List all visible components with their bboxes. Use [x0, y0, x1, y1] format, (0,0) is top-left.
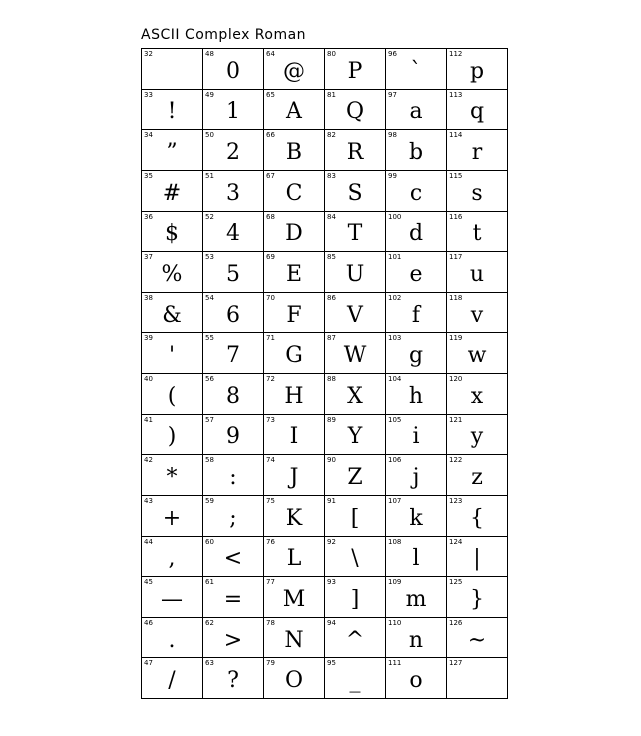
table-cell	[325, 374, 386, 415]
table-cell	[142, 130, 203, 171]
char-code-label: 75	[266, 496, 275, 505]
table-cell	[203, 333, 264, 374]
char-code-label: 104	[388, 375, 402, 383]
char-glyph: ”	[166, 140, 178, 166]
table-cell	[203, 374, 264, 415]
table-cell	[386, 130, 447, 171]
table-cell	[386, 537, 447, 578]
char-code-label: 71	[266, 334, 275, 343]
char-glyph: ,	[168, 546, 176, 572]
char-glyph: J	[289, 465, 299, 491]
char-glyph: (	[167, 383, 177, 409]
table-cell	[325, 496, 386, 537]
table-cell	[203, 496, 264, 537]
char-glyph: I	[289, 424, 299, 450]
table-cell	[142, 455, 203, 496]
table-cell	[203, 455, 264, 496]
char-code-label: 58	[205, 456, 214, 465]
table-cell	[264, 496, 325, 537]
table-cell	[142, 496, 203, 537]
char-code-label: 48	[205, 50, 214, 58]
table-cell	[264, 415, 325, 456]
char-code-label: 61	[205, 578, 214, 587]
char-glyph	[142, 55, 202, 89]
table-cell	[386, 618, 447, 659]
char-glyph: `	[410, 58, 422, 84]
char-code-label: 74	[266, 456, 275, 465]
char-glyph: N	[284, 627, 304, 653]
table-cell	[142, 252, 203, 293]
char-code-label: 115	[449, 171, 463, 180]
char-code-label: 67	[266, 171, 275, 180]
char-glyph: *	[166, 465, 178, 491]
char-glyph: w	[467, 343, 487, 369]
char-glyph: $	[165, 221, 179, 247]
char-code-label: 98	[388, 131, 397, 140]
table-cell	[447, 577, 508, 618]
char-code-label: 57	[205, 415, 214, 424]
table-cell	[142, 293, 203, 334]
table-cell	[203, 658, 264, 699]
char-glyph: —	[161, 586, 183, 612]
char-glyph: p	[469, 58, 485, 84]
table-cell	[142, 618, 203, 659]
char-code-label: 107	[388, 496, 402, 505]
char-glyph: @	[283, 58, 305, 84]
table-cell	[203, 577, 264, 618]
char-code-label: 95	[327, 659, 336, 668]
char-glyph: \	[351, 546, 359, 572]
table-cell	[264, 293, 325, 334]
char-code-label: 121	[449, 415, 463, 424]
table-cell	[325, 577, 386, 618]
table-cell	[142, 212, 203, 253]
char-code-label: 126	[449, 618, 463, 627]
char-glyph: 8	[226, 383, 240, 409]
table-cell	[447, 618, 508, 659]
char-glyph: #	[162, 180, 182, 206]
table-cell	[264, 618, 325, 659]
char-code-label: 55	[205, 334, 214, 343]
char-glyph: 5	[226, 261, 240, 287]
char-code-label: 34	[144, 131, 153, 140]
table-cell	[325, 130, 386, 171]
char-code-label: 52	[205, 212, 214, 221]
char-glyph: K	[285, 505, 303, 531]
char-glyph: U	[345, 261, 365, 287]
char-glyph: x	[470, 383, 484, 409]
table-cell	[203, 252, 264, 293]
table-cell	[325, 415, 386, 456]
char-glyph: _	[349, 668, 361, 694]
char-code-label: 123	[449, 496, 463, 505]
char-code-label: 116	[449, 212, 463, 221]
char-code-label: 45	[144, 578, 153, 587]
char-glyph: v	[470, 302, 484, 328]
char-code-label: 100	[388, 212, 402, 221]
char-code-label: 117	[449, 253, 463, 262]
table-cell	[142, 171, 203, 212]
char-code-label: 80	[327, 50, 336, 58]
char-glyph: t	[472, 221, 482, 247]
char-code-label: 68	[266, 212, 275, 221]
char-code-label: 62	[205, 618, 214, 627]
char-code-label: 114	[449, 131, 463, 140]
table-cell	[142, 658, 203, 699]
char-code-label: 78	[266, 618, 275, 627]
table-cell	[142, 415, 203, 456]
char-code-label: 79	[266, 659, 275, 668]
char-code-label: 54	[205, 293, 214, 302]
page-title: ASCII Complex Roman	[141, 27, 307, 43]
char-glyph: Z	[347, 465, 363, 491]
char-glyph: .	[168, 627, 176, 653]
table-cell	[386, 577, 447, 618]
character-table	[141, 48, 508, 699]
char-code-label: 91	[327, 496, 336, 505]
table-cell	[264, 90, 325, 131]
table-cell	[142, 577, 203, 618]
char-code-label: 60	[205, 537, 214, 546]
table-cell	[264, 171, 325, 212]
char-code-label: 33	[144, 90, 153, 99]
table-cell	[325, 537, 386, 578]
table-cell	[386, 333, 447, 374]
char-code-label: 127	[449, 659, 463, 668]
char-glyph: G	[285, 343, 303, 369]
char-code-label: 42	[144, 456, 153, 465]
char-glyph: l	[412, 546, 420, 572]
char-glyph: +	[162, 505, 182, 531]
table-cell	[203, 171, 264, 212]
table-cell	[203, 537, 264, 578]
char-glyph: !	[167, 99, 177, 125]
char-glyph: P	[347, 58, 363, 84]
char-code-label: 81	[327, 90, 336, 99]
char-code-label: 39	[144, 334, 153, 343]
char-code-label: 70	[266, 293, 275, 302]
char-glyph: [	[350, 505, 360, 531]
table-cell	[447, 333, 508, 374]
table-cell	[203, 130, 264, 171]
char-code-label: 103	[388, 334, 402, 343]
char-glyph: g	[408, 343, 424, 369]
table-cell	[203, 49, 264, 90]
char-code-label: 65	[266, 90, 275, 99]
char-glyph: |	[473, 546, 481, 572]
char-code-label: 90	[327, 456, 336, 465]
table-cell	[386, 252, 447, 293]
char-glyph: O	[284, 668, 304, 694]
table-cell	[447, 496, 508, 537]
table-cell	[325, 293, 386, 334]
table-cell	[142, 90, 203, 131]
char-code-label: 43	[144, 496, 153, 505]
char-code-label: 73	[266, 415, 275, 424]
table-cell	[386, 658, 447, 699]
char-code-label: 106	[388, 456, 402, 465]
table-cell	[142, 374, 203, 415]
char-code-label: 46	[144, 618, 153, 627]
char-code-label: 110	[388, 618, 402, 627]
char-glyph: F	[286, 302, 302, 328]
table-cell	[325, 49, 386, 90]
char-glyph: f	[411, 302, 421, 328]
char-glyph: D	[285, 221, 303, 247]
char-glyph: ?	[227, 668, 239, 694]
char-glyph: A	[286, 99, 302, 125]
char-code-label: 85	[327, 253, 336, 262]
table-cell	[325, 618, 386, 659]
char-glyph: L	[286, 546, 302, 572]
char-glyph: 4	[226, 221, 240, 247]
char-code-label: 92	[327, 537, 336, 546]
table-cell	[203, 293, 264, 334]
table-cell	[447, 49, 508, 90]
table-cell	[447, 130, 508, 171]
char-glyph: 2	[226, 140, 240, 166]
char-code-label: 118	[449, 293, 463, 302]
char-glyph: j	[412, 465, 420, 491]
char-code-label: 99	[388, 171, 397, 180]
char-code-label: 63	[205, 659, 214, 668]
char-code-label: 83	[327, 171, 336, 180]
char-code-label: 93	[327, 578, 336, 587]
table-cell	[447, 415, 508, 456]
char-code-label: 53	[205, 253, 214, 262]
char-glyph: /	[168, 668, 176, 694]
char-code-label: 105	[388, 415, 402, 424]
char-code-label: 64	[266, 50, 275, 58]
char-glyph: a	[409, 99, 423, 125]
char-code-label: 50	[205, 131, 214, 140]
char-glyph: k	[409, 505, 423, 531]
table-cell	[386, 374, 447, 415]
table-cell	[447, 212, 508, 253]
char-glyph: &	[162, 302, 182, 328]
char-glyph: 7	[226, 343, 240, 369]
table-cell	[447, 293, 508, 334]
table-cell	[386, 415, 447, 456]
char-glyph: ]	[350, 586, 360, 612]
char-glyph: {	[470, 505, 484, 531]
table-cell	[264, 537, 325, 578]
char-code-label: 77	[266, 578, 275, 587]
char-code-label: 82	[327, 131, 336, 140]
char-glyph: u	[469, 261, 485, 287]
table-cell	[264, 130, 325, 171]
char-glyph: d	[408, 221, 424, 247]
char-code-label: 101	[388, 253, 402, 262]
table-cell	[142, 537, 203, 578]
char-glyph: r	[471, 140, 483, 166]
table-cell	[264, 577, 325, 618]
table-cell	[447, 90, 508, 131]
char-code-label: 56	[205, 375, 214, 383]
table-cell	[386, 90, 447, 131]
char-code-label: 97	[388, 90, 397, 99]
char-glyph: 9	[226, 424, 240, 450]
char-glyph: ~	[467, 627, 487, 653]
table-cell	[203, 415, 264, 456]
char-code-label: 86	[327, 293, 336, 302]
char-code-label: 84	[327, 212, 336, 221]
table-cell	[203, 212, 264, 253]
table-cell	[203, 618, 264, 659]
char-glyph: o	[409, 668, 423, 694]
char-code-label: 119	[449, 334, 463, 343]
char-glyph: e	[409, 261, 423, 287]
char-glyph: %	[161, 261, 183, 287]
char-glyph: R	[346, 140, 364, 166]
table-cell	[386, 49, 447, 90]
char-code-label: 112	[449, 50, 463, 58]
char-glyph: Q	[345, 99, 365, 125]
char-glyph: >	[223, 627, 243, 653]
char-code-label: 40	[144, 375, 153, 383]
char-code-label: 44	[144, 537, 153, 546]
char-code-label: 122	[449, 456, 463, 465]
table-cell	[325, 333, 386, 374]
char-code-label: 102	[388, 293, 402, 302]
char-glyph: )	[167, 424, 177, 450]
char-glyph: '	[168, 343, 176, 369]
table-cell	[325, 658, 386, 699]
char-glyph: T	[347, 221, 363, 247]
char-code-label: 125	[449, 578, 463, 587]
char-glyph: n	[408, 627, 424, 653]
char-glyph: Y	[347, 424, 363, 450]
char-code-label: 32	[144, 50, 153, 58]
char-glyph	[447, 664, 507, 698]
char-glyph: W	[343, 343, 367, 369]
char-glyph: B	[285, 140, 303, 166]
table-cell	[447, 252, 508, 293]
char-glyph: M	[282, 586, 306, 612]
table-cell	[447, 537, 508, 578]
char-code-label: 113	[449, 90, 463, 99]
table-cell	[203, 90, 264, 131]
char-glyph: ^	[345, 627, 365, 653]
table-cell	[386, 293, 447, 334]
char-glyph: z	[471, 465, 483, 491]
table-cell	[325, 252, 386, 293]
table-cell	[447, 374, 508, 415]
table-cell	[386, 212, 447, 253]
table-cell	[386, 171, 447, 212]
char-code-label: 124	[449, 537, 463, 546]
char-code-label: 69	[266, 253, 275, 262]
char-code-label: 111	[388, 659, 402, 668]
char-code-label: 41	[144, 415, 153, 424]
char-glyph: ;	[229, 505, 237, 531]
char-glyph: :	[229, 465, 237, 491]
char-glyph: 6	[226, 302, 240, 328]
char-glyph: q	[469, 99, 485, 125]
char-glyph: 0	[226, 58, 240, 84]
char-glyph: y	[470, 424, 484, 450]
char-glyph: =	[223, 586, 243, 612]
char-glyph: s	[471, 180, 483, 206]
table-cell	[386, 455, 447, 496]
table-cell	[142, 49, 203, 90]
char-glyph: E	[285, 261, 303, 287]
char-glyph: V	[347, 302, 363, 328]
char-code-label: 51	[205, 171, 214, 180]
char-code-label: 66	[266, 131, 275, 140]
char-code-label: 59	[205, 496, 214, 505]
char-code-label: 120	[449, 375, 463, 383]
char-code-label: 49	[205, 90, 214, 99]
table-cell	[264, 333, 325, 374]
table-cell	[264, 658, 325, 699]
char-code-label: 36	[144, 212, 153, 221]
table-cell	[264, 455, 325, 496]
char-glyph: m	[405, 586, 427, 612]
char-code-label: 72	[266, 375, 275, 383]
char-glyph: S	[347, 180, 363, 206]
char-glyph: }	[470, 586, 484, 612]
char-glyph: H	[284, 383, 304, 409]
char-glyph: 1	[226, 99, 240, 125]
table-cell	[325, 90, 386, 131]
char-code-label: 35	[144, 171, 153, 180]
char-code-label: 89	[327, 415, 336, 424]
table-cell	[447, 171, 508, 212]
char-glyph: h	[408, 383, 424, 409]
char-code-label: 94	[327, 618, 336, 627]
table-cell	[264, 49, 325, 90]
table-cell	[264, 374, 325, 415]
char-code-label: 47	[144, 659, 153, 668]
char-glyph: C	[285, 180, 303, 206]
char-code-label: 108	[388, 537, 402, 546]
char-glyph: X	[347, 383, 363, 409]
char-glyph: 3	[226, 180, 240, 206]
char-code-label: 38	[144, 293, 153, 302]
char-glyph: <	[223, 546, 243, 572]
char-code-label: 37	[144, 253, 153, 262]
char-code-label: 109	[388, 578, 402, 587]
char-glyph: b	[408, 140, 424, 166]
table-cell	[264, 212, 325, 253]
table-cell	[142, 333, 203, 374]
char-glyph: c	[409, 180, 423, 206]
char-code-label: 76	[266, 537, 275, 546]
table-cell	[325, 212, 386, 253]
table-cell	[447, 455, 508, 496]
table-cell	[325, 455, 386, 496]
char-code-label: 88	[327, 375, 336, 383]
char-code-label: 87	[327, 334, 336, 343]
table-cell	[264, 252, 325, 293]
table-cell	[447, 658, 508, 699]
char-glyph: i	[412, 424, 420, 450]
char-code-label: 96	[388, 50, 397, 58]
table-cell	[386, 496, 447, 537]
table-cell	[325, 171, 386, 212]
